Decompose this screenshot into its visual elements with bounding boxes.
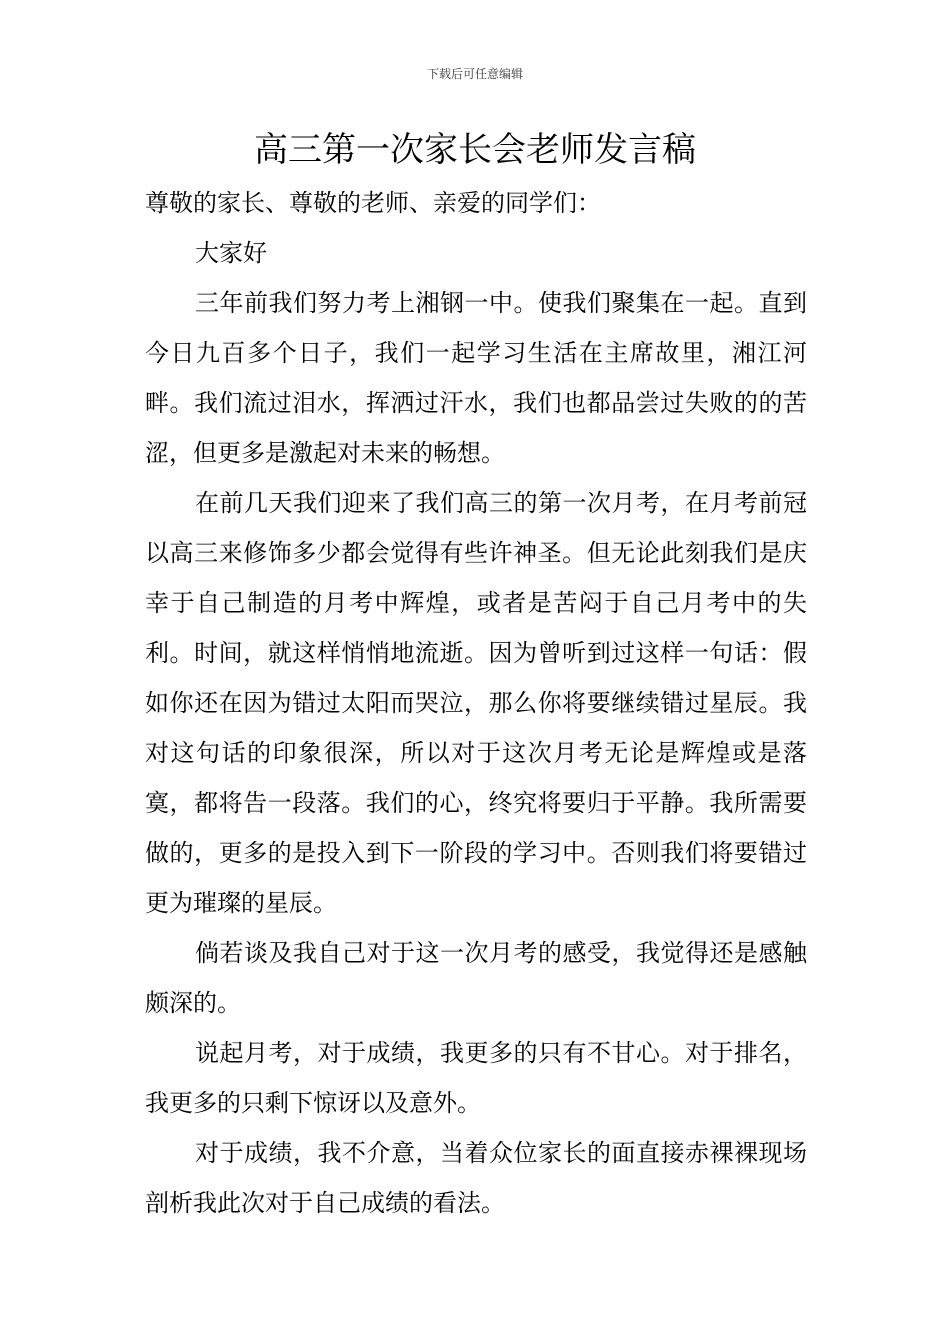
greeting: 大家好 <box>195 239 267 267</box>
document-title: 高三第一次家长会老师发言稿 <box>254 130 696 170</box>
paragraph-5: 对于成绩，我不介意，当着众位家长的面直接赤裸裸现场剖析我此次对于自己成绩的看法。 <box>145 1139 807 1217</box>
paragraph-1: 三年前我们努力考上湘钢一中。使我们聚集在一起。直到今日九百多个日子，我们一起学习生活在主席故里，湘江河畔。我们流过泪水，挥洒过汗水，我们也都品尝过失败的的苦涩，但更多是激起对未来的畅想。 <box>145 289 807 467</box>
salutation: 尊敬的家长、尊敬的老师、亲爱的同学们： <box>145 189 601 217</box>
header-note: 下载后可任意编辑 <box>426 67 523 81</box>
document-body <box>145 178 807 1228</box>
paragraph-2: 在前几天我们迎来了我们高三的第一次月考，在月考前冠以高三来修饰多少都会觉得有些许神圣。但无论此刻我们是庆幸于自己制造的月考中辉煌，或者是苦闷于自己月考中的失利。时间，就这样悄悄地流逝。因为曾听到过这样一句话：假如你还在因为错过太阳而哭泣，那么你将要继续错过星辰。我对这句话的印象很深，所以对于这次月考无论是辉煌或是落寞，都将告一段落。我们的心，终究将要归于平静。我所需要做的，更多的是投入到下一阶段的学习中。否则我们将要错过更为璀璨的星辰。 <box>145 489 807 917</box>
paragraph-4: 说起月考，对于成绩，我更多的只有不甘心。对于排名，我更多的只剩下惊讶以及意外。 <box>145 1039 807 1117</box>
paragraph-3: 倘若谈及我自己对于这一次月考的感受，我觉得还是感触颇深的。 <box>145 939 807 1017</box>
